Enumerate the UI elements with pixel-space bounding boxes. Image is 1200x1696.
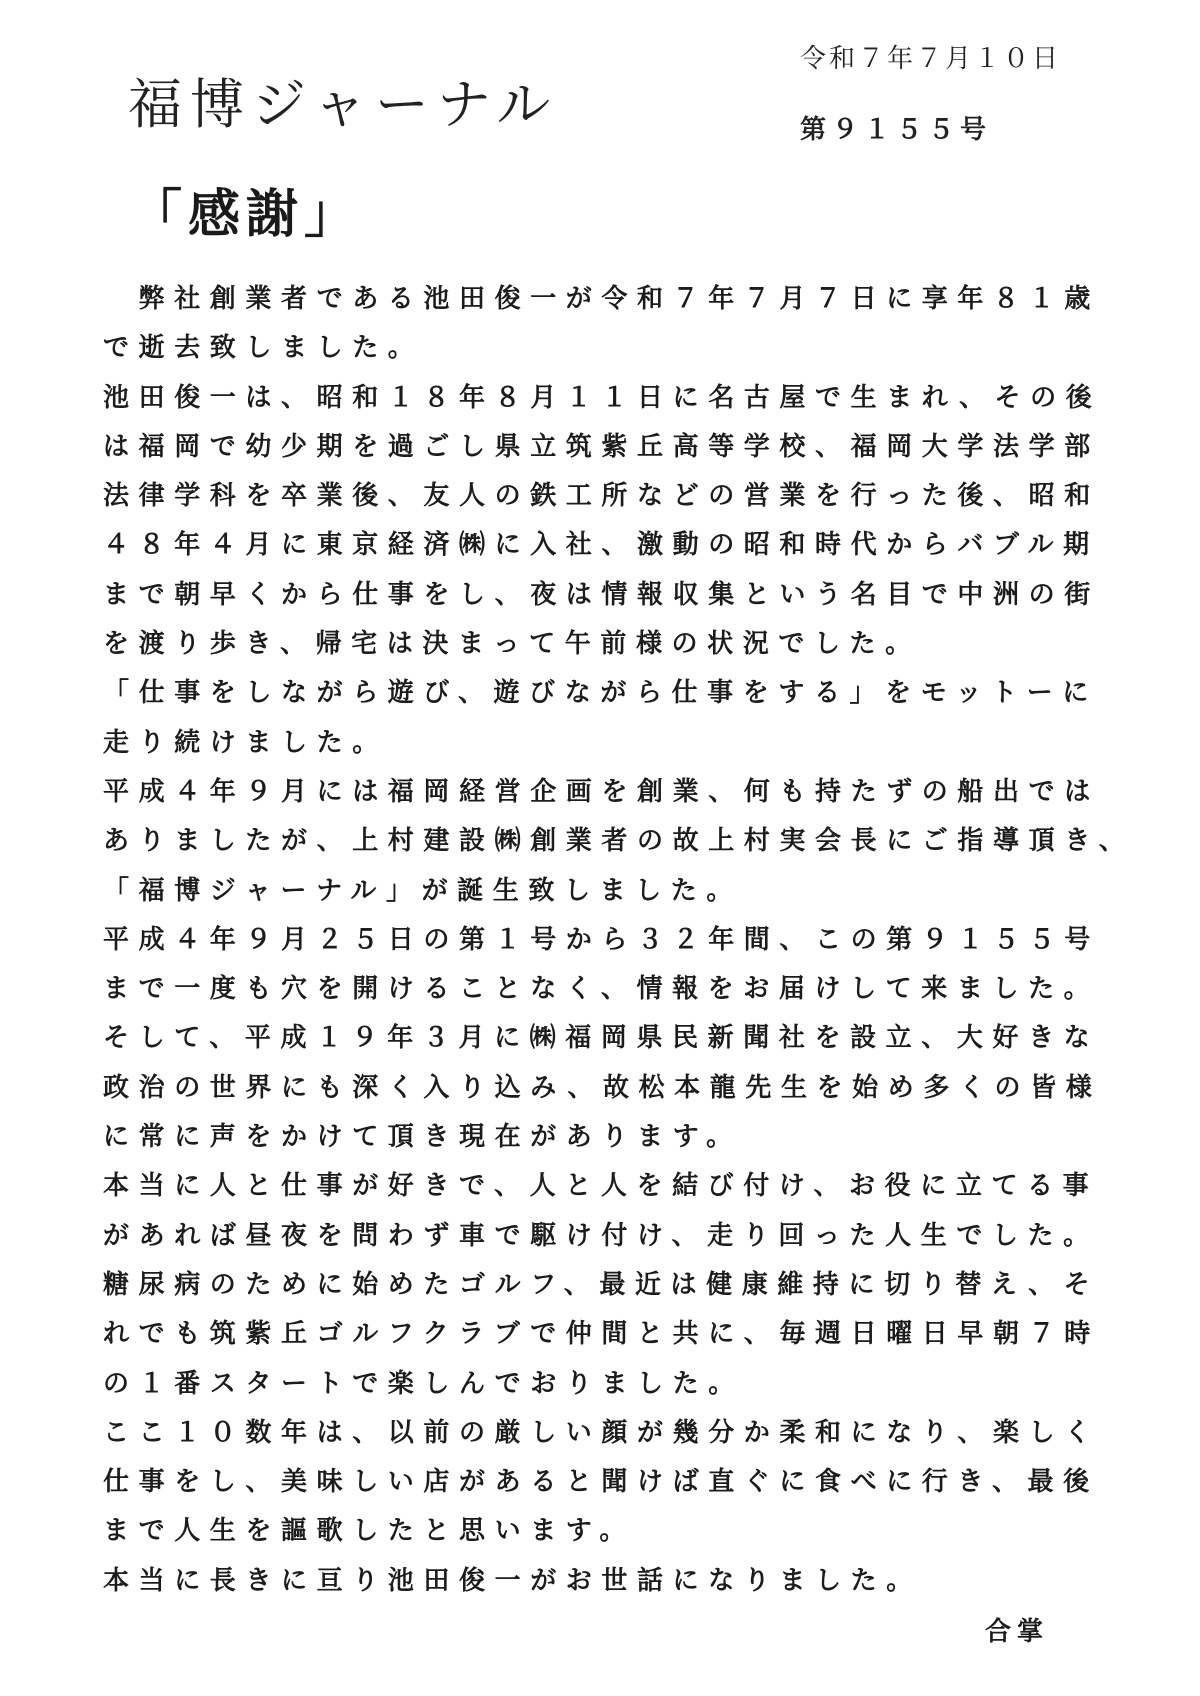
body-line: 「福博ジャーナル」が誕生致しました。 (103, 875, 742, 906)
body-line: を渡り歩き、帰宅は決まって午前様の状況でした。 (103, 629, 921, 660)
body-line: 本当に長きに亘り池田俊一がお世話になりました。 (103, 1565, 922, 1596)
body-line: まで朝早くから仕事をし、夜は情報収集という名目で中洲の街 (103, 579, 1100, 610)
closing-mark: 合掌 (985, 1617, 1050, 1647)
issue-date: 令和７年７月１０日 (800, 44, 1062, 74)
body-line: まで人生を謳歌したと思います。 (103, 1516, 635, 1547)
masthead-title: 福博ジャーナル (128, 73, 559, 136)
body-line: 走り続けました。 (103, 727, 388, 758)
body-line: で逝去致しました。 (103, 333, 424, 364)
body-line: の１番スタートで楽しんでおりました。 (103, 1368, 744, 1399)
body-line: ここ１０数年は、以前の厳しい顔が幾分か柔和になり、楽しく (103, 1417, 1100, 1448)
article-body (103, 275, 1135, 1606)
body-line: 法律学科を卒業後、友人の鉄工所などの営業を行った後、昭和 (103, 481, 1100, 512)
body-line: 池田俊一は、昭和１８年８月１１日に名古屋で生まれ、その後 (103, 382, 1102, 413)
body-line: 「仕事をしながら遊び、遊びながら仕事をする」をモットーに (103, 678, 1098, 709)
body-line: 仕事をし、美味しい店があると聞けば直ぐに食べに行き、最後 (103, 1467, 1099, 1498)
issue-meta (800, 38, 1061, 146)
body-line: 平成４年９月には福岡経営企画を創業、何も持たずの船出では (103, 776, 1100, 807)
body-line: に常に声をかけて頂き現在があります。 (103, 1122, 742, 1153)
body-line: があれば昼夜を問わず車で駆け付け、走り回った人生でした。 (103, 1220, 1099, 1251)
article-headline: 「感謝」 (130, 185, 363, 245)
body-line: れでも筑紫丘ゴルフクラブで仲間と共に、毎週日曜日早朝７時 (103, 1319, 1100, 1350)
body-line: 平成４年９月２５日の第１号から３２年間、この第９１５５号 (103, 924, 1100, 955)
body-line: そして、平成１９年３月に㈱福岡県民新聞社を設立、大好きな (103, 1023, 1100, 1054)
body-line: 弊社創業者である池田俊一が令和７年７月７日に享年８１歳 (103, 284, 1100, 314)
body-line: は福岡で幼少期を過ごし県立筑紫丘高等学校、福岡大学法学部 (103, 431, 1100, 462)
body-line: 本当に人と仕事が好きで、人と人を結び付け、お役に立てる事 (103, 1171, 1099, 1202)
issue-number: 第９１５５号 (800, 115, 993, 145)
body-line: ４８年４月に東京経済㈱に入社、激動の昭和時代からバブル期 (103, 530, 1099, 561)
body-line: ありましたが、上村建設㈱創業者の故上村実会長にご指導頂き、 (103, 826, 1135, 857)
body-line: まで一度も穴を開けることなく、情報をお届けして来ました。 (103, 974, 1100, 1005)
body-line: 政治の世界にも深く入り込み、故松本龍先生を始め多くの皆様 (103, 1072, 1102, 1103)
body-line: 糖尿病のために始めたゴルフ、最近は健康維持に切り替え、そ (103, 1269, 1100, 1300)
